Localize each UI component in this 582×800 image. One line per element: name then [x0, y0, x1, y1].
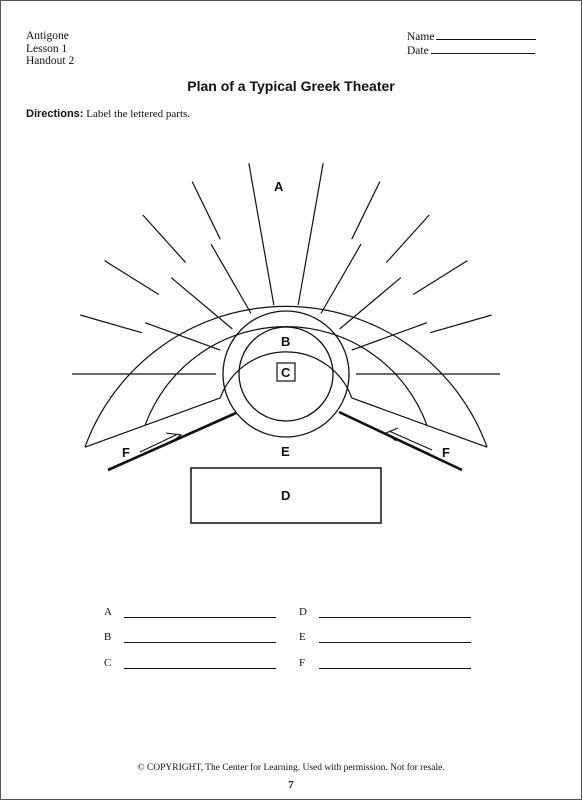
seating-aisle-outer	[192, 182, 220, 240]
answer-line-b[interactable]	[124, 632, 276, 643]
right-entrance-wall	[339, 412, 462, 470]
left-arrow	[140, 433, 181, 456]
answer-line-f[interactable]	[319, 658, 471, 669]
date-label: Date	[407, 44, 429, 57]
label-b: B	[281, 334, 291, 349]
seating-aisle-inner	[171, 278, 232, 329]
answer-line-d[interactable]	[319, 607, 471, 618]
answer-row-a	[104, 606, 276, 618]
label-e: E	[281, 444, 290, 459]
copyright-footer: © COPYRIGHT, The Center for Learning. Used with permission. Not for resale.	[137, 763, 445, 773]
label-d: D	[281, 488, 291, 503]
seating-aisle-inner	[298, 226, 312, 305]
page-title: Plan of a Typical Greek Theater	[187, 78, 395, 94]
label-c: C	[281, 365, 291, 380]
directions-text: Label the lettered parts.	[83, 108, 191, 120]
seating-aisle-outer	[413, 261, 467, 295]
answer-letter: F	[299, 657, 306, 669]
seating-aisle-outer	[80, 315, 142, 333]
right-arrow	[386, 428, 432, 454]
seating-aisle-outer	[386, 215, 429, 263]
name-label: Name	[407, 31, 435, 43]
answer-row-e	[299, 631, 471, 643]
answer-row-b	[104, 631, 276, 643]
handout-number: Handout 2	[26, 55, 75, 67]
answer-row-d	[299, 606, 471, 618]
seating-aisle-outer	[105, 261, 159, 295]
seating-aisle-outer	[352, 182, 380, 240]
label-a: A	[274, 179, 284, 194]
seating-aisle-outer	[143, 215, 186, 263]
answer-row-c	[104, 657, 276, 669]
answer-letter: A	[104, 606, 112, 618]
seating-aisle-outer	[430, 315, 492, 333]
seating-aisle-outer	[249, 163, 260, 226]
answer-line-c[interactable]	[124, 658, 276, 669]
directions-label: Directions:	[26, 108, 84, 120]
seating-area	[72, 163, 500, 447]
label-f-right: F	[442, 445, 450, 460]
seating-aisle-inner	[211, 244, 251, 313]
seating-aisle-inner	[352, 323, 427, 350]
course-title: Antigone	[26, 30, 69, 42]
seating-aisle-outer	[312, 163, 323, 226]
page-number: 7	[288, 779, 294, 791]
answer-letter: B	[104, 631, 112, 643]
answer-line-e[interactable]	[319, 632, 471, 643]
lesson-number: Lesson 1	[26, 42, 68, 55]
answer-letter: C	[104, 657, 112, 669]
seating-aisle-inner	[260, 226, 274, 305]
answer-row-f	[299, 657, 471, 669]
answer-letter: E	[299, 631, 306, 643]
seating-aisle-inner	[340, 278, 401, 329]
answer-letter: D	[299, 606, 307, 618]
answer-line-a[interactable]	[124, 607, 276, 618]
label-f-left: F	[122, 445, 130, 460]
seating-aisle-inner	[145, 323, 220, 350]
seating-aisle-inner	[321, 244, 361, 313]
